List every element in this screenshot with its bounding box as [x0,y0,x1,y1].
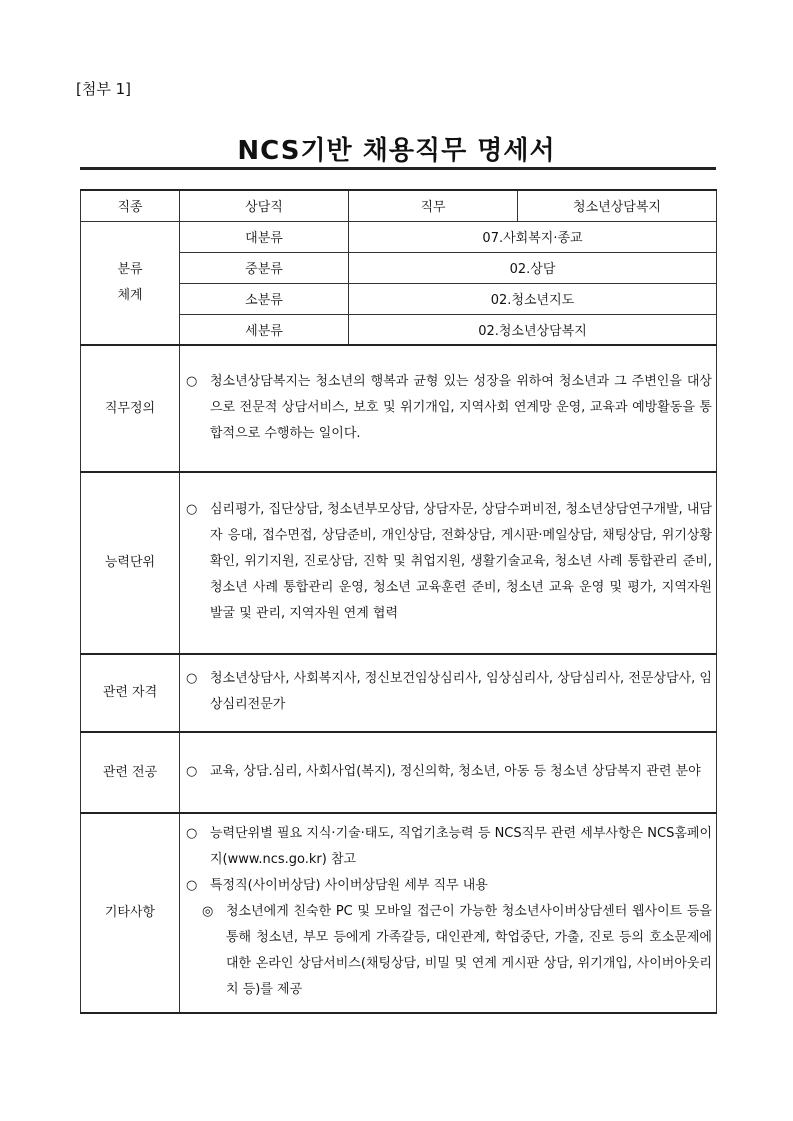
job-type-value: 상담직 [180,190,349,221]
qualification-label: 관련 자격 [81,654,180,732]
competency-item [186,497,712,627]
job-spec-table [80,189,717,1014]
etc-sub-item [186,899,712,1003]
competency-text: 심리평가, 집단상담, 청소년부모상담, 상담자문, 상담수퍼비전, 청소년상담연구개발, 내담자 응대, 접수면접, 상담준비, 개인상담, 전화상담, 게시판·메일상담, 채팅상담, 위기상황확인, 위기지원, 진로상담, 진학 및 취업지원, 생활기술교육, 청소년 사례 통합관리 준비, 청소년 사례 통합관리 운영, 청소년 교육훈련 준비, 청소년 교육 운영 및 평가, 지역자원 발굴 및 관리, 지역자원 연계 협력 [210,502,712,621]
circle-bullet-icon: ○ [186,878,198,893]
etc-label: 기타사항 [81,813,180,1013]
major-content [180,732,717,813]
competency-content [180,472,717,654]
major-category-label: 대분류 [180,221,349,252]
definition-content [180,345,717,472]
definition-item [186,369,712,447]
job-type-label: 직종 [81,190,180,221]
minor-category-value: 02.청소년지도 [349,283,717,314]
document-title: NCS기반 채용직무 명세서 [237,136,556,166]
header-row [81,190,717,221]
qualification-item [186,666,712,718]
title-underline [80,167,716,170]
definition-text: 청소년상담복지는 청소년의 행복과 균형 있는 성장을 위하여 청소년과 그 주변인을 대상으로 전문적 상담서비스, 보호 및 위기개입, 지역사회 연계망 운영, 교육과 예방활동을 통합적으로 수행하는 일이다. [210,373,712,441]
etc-item [186,821,712,873]
qualification-row [81,654,717,732]
major-item [186,759,712,785]
circle-bullet-icon: ○ [186,373,198,389]
definition-row [81,345,717,472]
circle-bullet-icon: ○ [186,671,198,686]
etc-item-text: 특정직(사이버상담) 사이버상담원 세부 직무 내용 [210,878,488,893]
major-row [81,732,717,813]
etc-sub-item-text: 청소년에게 친숙한 PC 및 모바일 접근이 가능한 청소년사이버상담센터 웹사이트 등을 통해 청소년, 부모 등에게 가족갈등, 대인관계, 학업중단, 가출, 진로 등의 호소문제에 대한 온라인 상담서비스(채팅상담, 비밀 및 연계 게시판 상담, 위기개입, 사이버아웃리치 등)를 제공 [226,904,712,997]
minor-category-label: 소분류 [180,283,349,314]
major-category-value: 07.사회복지·종교 [349,221,717,252]
attachment-label: [첨부 1] [76,80,131,98]
qualification-content [180,654,717,732]
definition-label: 직무정의 [81,345,180,472]
classification-row [81,221,717,252]
etc-item-text: 능력단위별 필요 지식·기술·태도, 직업기초능력 등 NCS직무 관련 세부사항은 NCS홈페이지(www.ncs.go.kr) 참고 [210,826,712,867]
classification-label [81,221,180,345]
circle-bullet-icon: ○ [186,763,198,779]
etc-row [81,813,717,1013]
etc-item [186,873,712,899]
detail-category-label: 세분류 [180,314,349,345]
double-circle-bullet-icon: ◎ [202,904,214,919]
circle-bullet-icon: ○ [186,502,198,517]
circle-bullet-icon: ○ [186,826,198,841]
classification-label-line2: 체계 [117,287,143,303]
duty-label: 직무 [349,190,518,221]
qualification-text: 청소년상담사, 사회복지사, 정신보건임상심리사, 임상심리사, 상담심리사, 전문상담사, 임상심리전문가 [210,671,712,712]
major-label: 관련 전공 [81,732,180,813]
middle-category-label: 중분류 [180,252,349,283]
detail-category-value: 02.청소년상담복지 [349,314,717,345]
competency-label: 능력단위 [81,472,180,654]
major-text: 교육, 상담.심리, 사회사업(복지), 정신의학, 청소년, 아동 등 청소년 상담복지 관련 분야 [210,763,701,779]
competency-row [81,472,717,654]
duty-value: 청소년상담복지 [518,190,717,221]
classification-label-line1: 분류 [117,261,143,277]
etc-content [180,813,717,1013]
middle-category-value: 02.상담 [349,252,717,283]
